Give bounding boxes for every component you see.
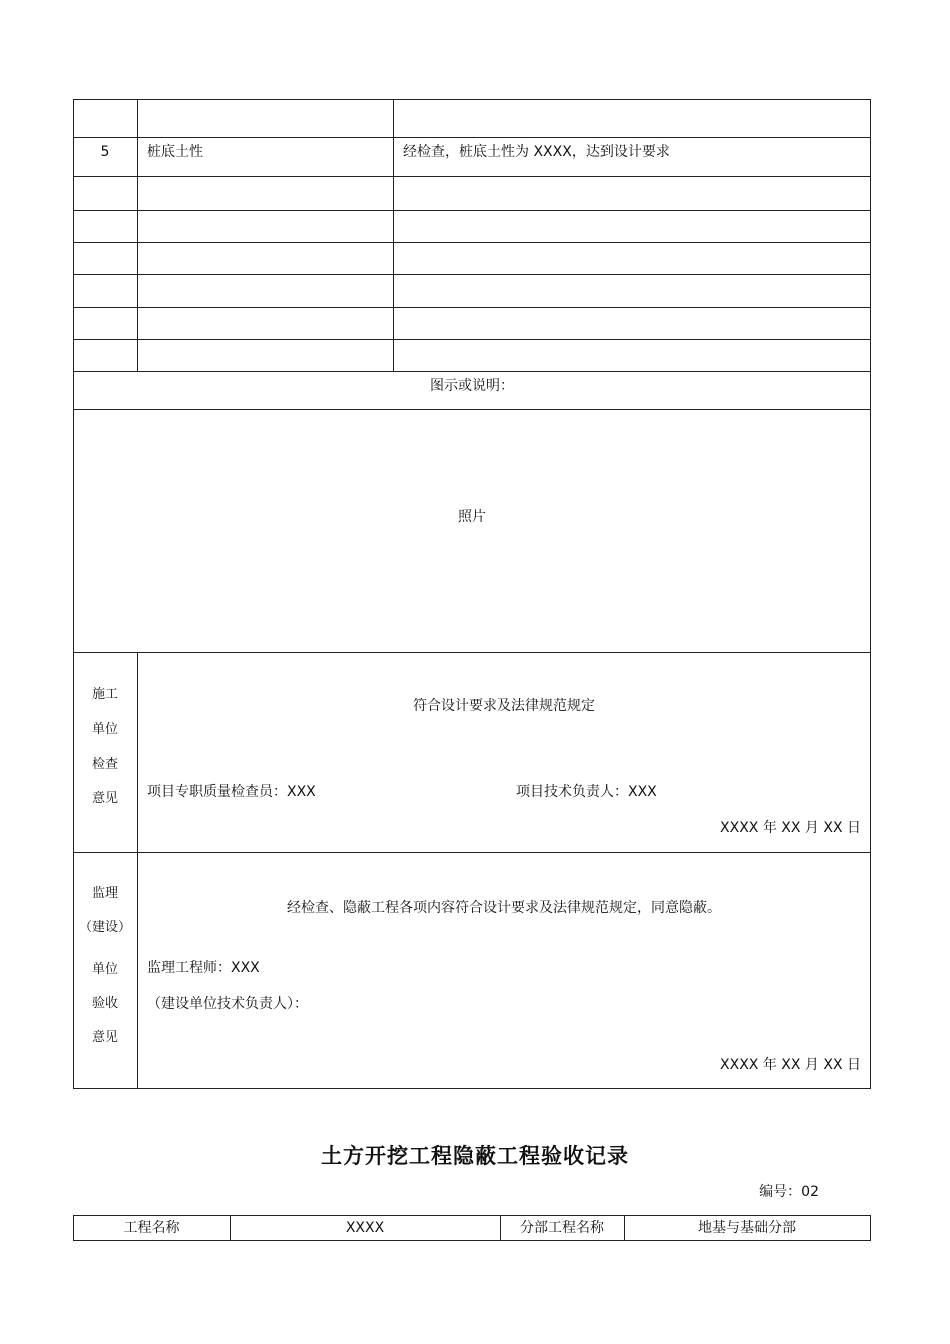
table-rule [73, 1240, 871, 1241]
project-name-value: XXXX [345, 1220, 385, 1236]
photo-label: 照片 [458, 509, 486, 525]
table-rule [73, 137, 871, 138]
table-border-right [870, 1215, 871, 1241]
table-rule [73, 1088, 871, 1089]
table-border-right [870, 99, 871, 1089]
owner-technical-lead: （建设单位技术负责人）： [147, 996, 308, 1012]
table-rule [73, 307, 871, 308]
row-number: 5 [100, 144, 110, 160]
supervision-label-line: 单位 [91, 962, 118, 977]
supervising-engineer: 监理工程师：XXX [147, 960, 260, 976]
table-rule [73, 176, 871, 177]
sub-project-label: 分部工程名称 [520, 1220, 604, 1236]
supervision-label-line: 监理 [91, 886, 118, 901]
table-rule [73, 652, 871, 653]
construction-date: XXXX 年 XX 月 XX 日 [720, 820, 861, 836]
table-rule [73, 242, 871, 243]
table-rule [73, 1215, 871, 1216]
table-rule [73, 852, 871, 853]
row-item: 桩底土性 [147, 144, 203, 160]
table-divider [137, 99, 138, 372]
table-rule [73, 210, 871, 211]
illustration-label: 图示或说明： [430, 378, 514, 394]
construction-label-line: 意见 [91, 791, 118, 806]
table-rule [73, 409, 871, 410]
technical-lead: 项目技术负责人：XXX [516, 784, 657, 800]
table-border-left [73, 99, 74, 1089]
supervision-label-line: 意见 [91, 1030, 118, 1045]
construction-opinion: 符合设计要求及法律规范规定 [413, 698, 595, 714]
construction-label-line: 单位 [91, 722, 118, 737]
construction-label-line: 检查 [91, 757, 118, 772]
record-title: 土方开挖工程隐蔽工程验收记录 [321, 1144, 629, 1168]
serial-number: 编号：02 [759, 1184, 819, 1200]
supervision-opinion: 经检查、隐蔽工程各项内容符合设计要求及法律规范规定，同意隐蔽。 [287, 900, 721, 916]
table-rule [73, 274, 871, 275]
table-rule [73, 371, 871, 372]
table-rule [73, 99, 871, 100]
table-divider [393, 99, 394, 372]
row-result: 经检查，桩底土性为 XXXX，达到设计要求 [403, 144, 670, 160]
supervision-label-line: （建设） [78, 920, 131, 935]
table-divider [137, 652, 138, 1089]
table-rule [73, 339, 871, 340]
quality-inspector: 项目专职质量检查员：XXX [147, 784, 316, 800]
project-name-label: 工程名称 [123, 1220, 180, 1236]
sub-project-value: 地基与基础分部 [698, 1220, 796, 1236]
supervision-label-line: 验收 [91, 996, 118, 1011]
construction-label-line: 施工 [91, 687, 118, 702]
supervision-date: XXXX 年 XX 月 XX 日 [720, 1057, 861, 1073]
